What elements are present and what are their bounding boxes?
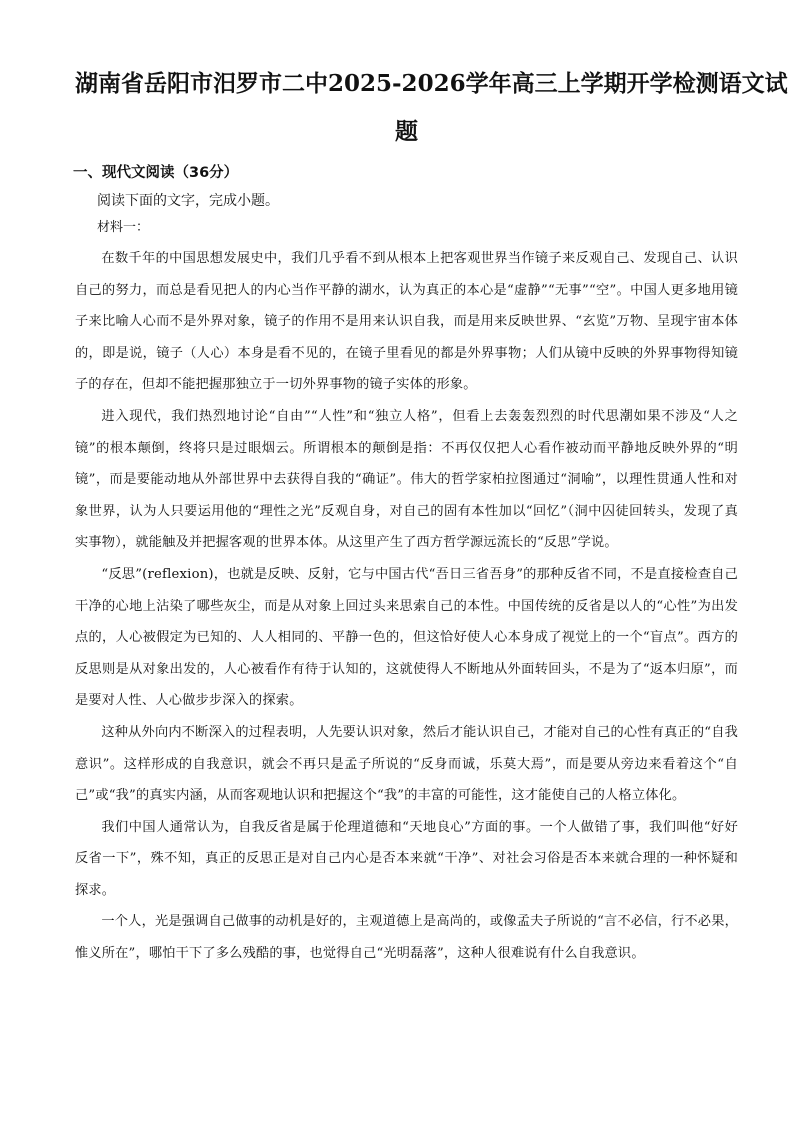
title-line-1: 湖南省岳阳市汨罗市二中2025-2026学年高三上学期开学检测语文试 <box>75 70 788 97</box>
title-line-2: 题 <box>395 118 418 145</box>
paragraph-3: “反思”(reflexion)，也就是反映、反射，它与中国古代“吾日三省吾身”的那种反省不同，不是直接检查自己干净的心地上沾染了哪些灰尘，而是从对象上回过头来思索自己的本性。中国传统的反省是以人的“心性”为出发点的，人心被假定为已知的、人人相同的、平静一色的，但这恰好使人心本身成了视觉上的一个“盲点”。西方的反思则是从对象出发的，人心被看作有待于认知的，这就使得人不断地从外面转回头，不是为了“返本归原”，而是要对人性、人心做步步深入的探索。 <box>75 566 738 709</box>
page-title <box>75 66 788 150</box>
paragraph-5: 我们中国人通常认为，自我反省是属于伦理道德和“天地良心”方面的事。一个人做错了事，我们叫他“好好反省一下”，殊不知，真正的反思正是对自己内心是否本来就“干净”、对社会习俗是否本来就合理的一种怀疑和探求。 <box>75 819 738 898</box>
paragraph-1: 在数千年的中国思想发展史中，我们几乎看不到从根本上把客观世界当作镜子来反观自己、发现自己、认识自己的努力，而总是看见把人的内心当作平静的湖水，认为真正的本心是“虚静”“无事”“空”。中国人更多地用镜子来比喻人心而不是外界对象，镜子的作用不是用来认识自我，而是用来反映世界、“玄览”万物、呈现宇宙本体的，即是说，镜子（人心）本身是看不见的，在镜子里看见的都是外界事物；人们从镜中反映的外界事物得知镜子的存在，但却不能把握那独立于一切外界事物的镜子实体的形象。 <box>75 251 738 393</box>
paragraph-4: 这种从外向内不断深入的过程表明，人先要认识对象，然后才能认识自己，才能对自己的心性有真正的“自我意识”。这样形成的自我意识，就会不再只是孟子所说的“反身而诚，乐莫大焉”，而是要从旁边来看着这个“自己”或“我”的真实内涵，从而客观地认识和把握这个“我”的丰富的可能性，这才能使自己的人格立体化。 <box>75 724 738 804</box>
paragraph-6: 一个人，光是强调自己做事的动机是好的，主观道德上是高尚的，或像孟夫子所说的“言不必信，行不必果，惟义所在”，哪怕干下了多么残酷的事，也觉得自己“光明磊落”，这种人很难说有什么自我意识。 <box>75 914 738 962</box>
material-label: 材料一： <box>97 220 150 235</box>
paragraph-2: 进入现代，我们热烈地讨论“自由”“人性”和“独立人格”，但看上去轰轰烈烈的时代思潮如果不涉及“人之镜”的根本颠倒，终将只是过眼烟云。所谓根本的颠倒是指：不再仅仅把人心看作被动而平静地反映外界的“明镜”，而是要能动地从外部世界中去获得自我的“确证”。伟大的哲学家柏拉图通过“洞喻”，以理性贯通人性和对象世界，认为人只要运用他的“理性之光”反观自身，对自己的固有本性加以“回忆”（洞中囚徒回转头，发现了真实事物），就能触及并把握客观的世界本体。从这里产生了西方哲学源远流长的“反思”学说。 <box>75 408 738 551</box>
instruction-text: 阅读下面的文字，完成小题。 <box>97 193 279 209</box>
section-heading: 一、现代文阅读（36分） <box>73 165 239 181</box>
